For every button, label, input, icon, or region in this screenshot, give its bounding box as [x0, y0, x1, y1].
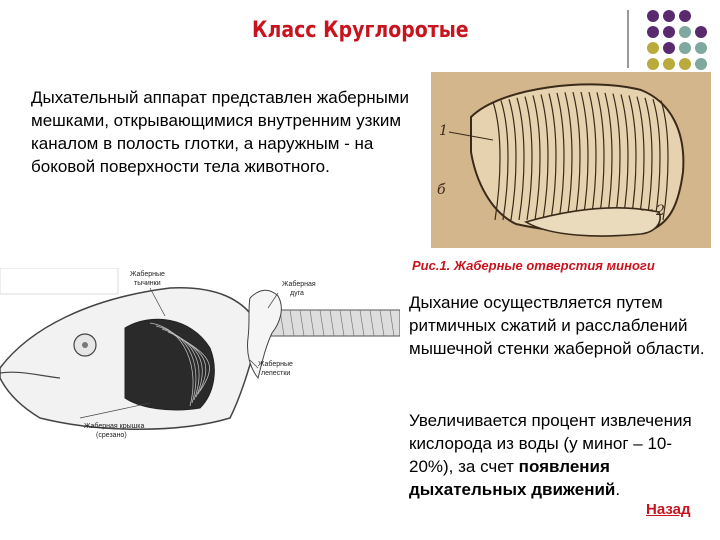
label-gill-petals-2: лепестки [261, 370, 291, 377]
decor-dot [679, 42, 691, 54]
label-gill-filaments-1: Жаберные [130, 271, 165, 278]
decor-dot [663, 10, 675, 22]
figure-caption: Рис.1. Жаберные отверстия миноги [412, 258, 655, 273]
decor-dot [695, 26, 707, 38]
paragraph-oxygen-text: Увеличивается процент извлечения кислорода из воды (у миног – 10-20%), за счет [409, 411, 692, 476]
fish-gill-diagram [0, 268, 400, 448]
decor-dot [679, 10, 691, 22]
decor-dot [695, 58, 707, 70]
paragraph-oxygen-extraction [409, 409, 709, 501]
decor-dot [647, 10, 659, 22]
decor-dot [647, 26, 659, 38]
decor-dot [679, 58, 691, 70]
fish-gill-drawing [0, 268, 400, 448]
label-gill-cover-1: Жаберная крышка [84, 423, 145, 430]
lamprey-gill-photo [431, 72, 711, 248]
decor-dot [663, 26, 675, 38]
label-gill-arch-1: Жаберная [282, 281, 316, 288]
paragraph-breathing-mechanism: Дыхание осуществляется путем ритмичных сжатий и расслаблений мышечной стенки жаберной области. [409, 293, 705, 358]
decor-dot [647, 42, 659, 54]
paragraph-respiratory-apparatus: Дыхательный аппарат представлен жаберными мешками, открывающимися внутренним узким каналом в полость глотки, а наружным - на боковой поверхности тела животного. [31, 88, 409, 176]
paragraph-oxygen-end: . [615, 480, 621, 499]
paragraph-oxygen-bold: появления дыхательных движений [409, 457, 616, 499]
photo-label-2: 2 [656, 203, 665, 219]
label-gill-arch-2: дуга [290, 290, 304, 297]
decor-dot [679, 26, 691, 38]
label-gill-petals-1: Жаберные [258, 361, 293, 368]
slide-title: Класс Круглоротые [252, 18, 469, 43]
lamprey-gill-drawing [431, 72, 711, 248]
divider-line [627, 10, 629, 68]
decor-dot [695, 42, 707, 54]
photo-label-1: 1 [439, 123, 448, 139]
label-gill-filaments-2: тычинки [134, 280, 161, 287]
back-link[interactable]: Назад [646, 501, 691, 518]
photo-label-b: б [437, 182, 446, 198]
decor-dot [663, 58, 675, 70]
decor-dot [647, 58, 659, 70]
label-gill-cover-2: (срезано) [96, 432, 127, 439]
decor-dot [663, 42, 675, 54]
